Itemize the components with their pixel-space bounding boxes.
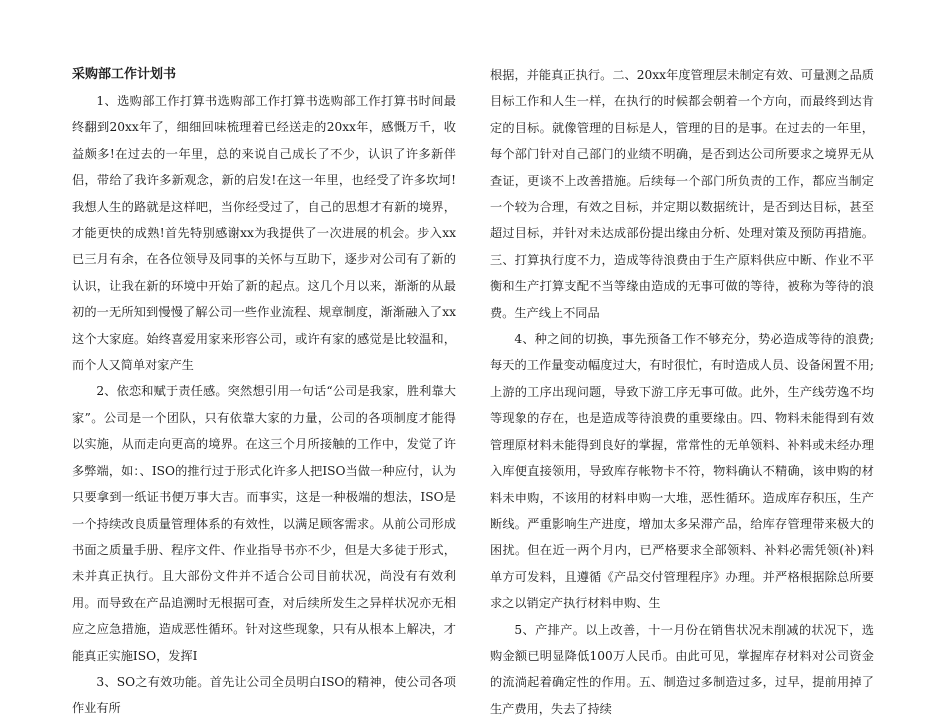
paragraph-1: 1、选购部工作打算书选购部工作打算书选购部工作打算书时间最终翻到20xx年了，细细回味梳理着已经送走的20xx年，感慨万千，收益颇多!在过去的一年里，总的来说自己成长了不少，认识了许多新伴侣，带给了我许多新观念，新的启发!在这一年里，也经受了许多坎坷!我想人生的路就是这样吧，当你经受过了，自己的思想才有新的境界，才能更快的成熟!首先特别感谢xx为我提供了一次进展的机会。步入xx已三月有余，在各位领导及同事的关怀与互助下，逐步对公司有了新的认识，让我在新的环境中开始了新的起点。这几个月以来，渐渐的从最初的一无所知到慢慢了解公司一些作业流程、规章制度，渐渐融入了xx这个大家庭。始终喜爱用家来形容公司，或许有家的感觉是比较温和，而个人又简单对家产生 — [72, 94, 456, 373]
paragraph-4: 4、种之间的切换，事先预备工作不够充分，势必造成等待的浪费;每天的工作量变动幅度过大，有时很忙，有时造成人员、设备闲置不用;上游的工序出现问题，导致下游工序无事可做。此外，生产线劳逸不均等现象的存在，也是造成等待浪费的重要缘由。四、物料未能得到有效管理原材料未能得到良好的掌握，常常性的无单领料、补料或未经办理入库便直接领用，导致库存帐物卡不符，物料确认不精确，该申购的材料未申购，不该用的材料申购一大堆，恶性循环。造成库存积压，生产断线。严重影响生产进度，增加太多呆滞产品，给库存管理带来极大的困扰。但在近一两个月内，已严格要求全部领料、补料必需凭领(补)料单方可发料，且遵循《产品交付管理程序》办理。并严格根据除总所要求之以销定产执行材料申购、生 — [490, 332, 874, 611]
paragraph-5: 5、产排产。以上改善，十一月份在销售状况未削减的状况下，选购金额已明显降低100万人民币。由此可见，掌握库存材料对公司资金的流淌起着确定性的作用。五、制造过多制造过多，过早，提前用掉了生产费用，失去了持续 — [490, 622, 874, 716]
left-column — [72, 62, 456, 722]
paragraph-2: 2、依恋和赋于责任感。突然想引用一句话“公司是我家，胜利靠大家”。公司是一个团队，只有依靠大家的力量，公司的各项制度才能得以实施，从而走向更高的境界。在这三个月所接触的工作中，发觉了许多弊端，如：、ISO的推行过于形式化许多人把ISO当做一种应付，认为只要拿到一纸证书便万事大吉。而事实，这是一种极端的想法，ISO是一个持续改良质量管理体系的有效性，以满足顾客需求。从前公司形成书面之质量手册、程序文件、作业指导书亦不少，但是大多徒于形式，未并真正执行。且大部份文件并不适合公司目前状况，尚没有有效利用。而导致在产品追溯时无根据可查，对后续所发生之异样状况亦无相应之应急措施，造成恶性循环。针对这些现象，只有从根本上解决，才能真正实施ISO，发挥I — [72, 384, 456, 663]
page-title: 采购部工作计划书 — [72, 67, 177, 82]
paragraph-3-continued: 根据，并能真正执行。二、20xx年度管理层未制定有效、可量测之品质目标工作和人生一样，在执行的时候都会朝着一个方向，而最终到达肯定的目标。就像管理的目标是人，管理的目的是事。在过去的一年里，每个部门针对自己部门的业绩不明确，是否到达公司所要求之境界无从查证，更谈不上改善措施。后续每一个部门所负责的工作，都应当制定一个较为合理，有效之目标，并定期以数据统计，是否到达目标，甚至超过目标，并针对未达成部份提出缘由分析、处理对策及预防再措施。三、打算执行度不力，造成等待浪费由于生产原料供应中断、作业不平衡和生产打算支配不当等缘由造成的无事可做的等待，被称为等待的浪费。生产线上不同品 — [490, 68, 874, 320]
paragraph-3: 3、SO之有效功能。首先让公司全员明白ISO的精神，使公司各项作业有所 — [72, 674, 456, 716]
right-column — [490, 62, 874, 722]
